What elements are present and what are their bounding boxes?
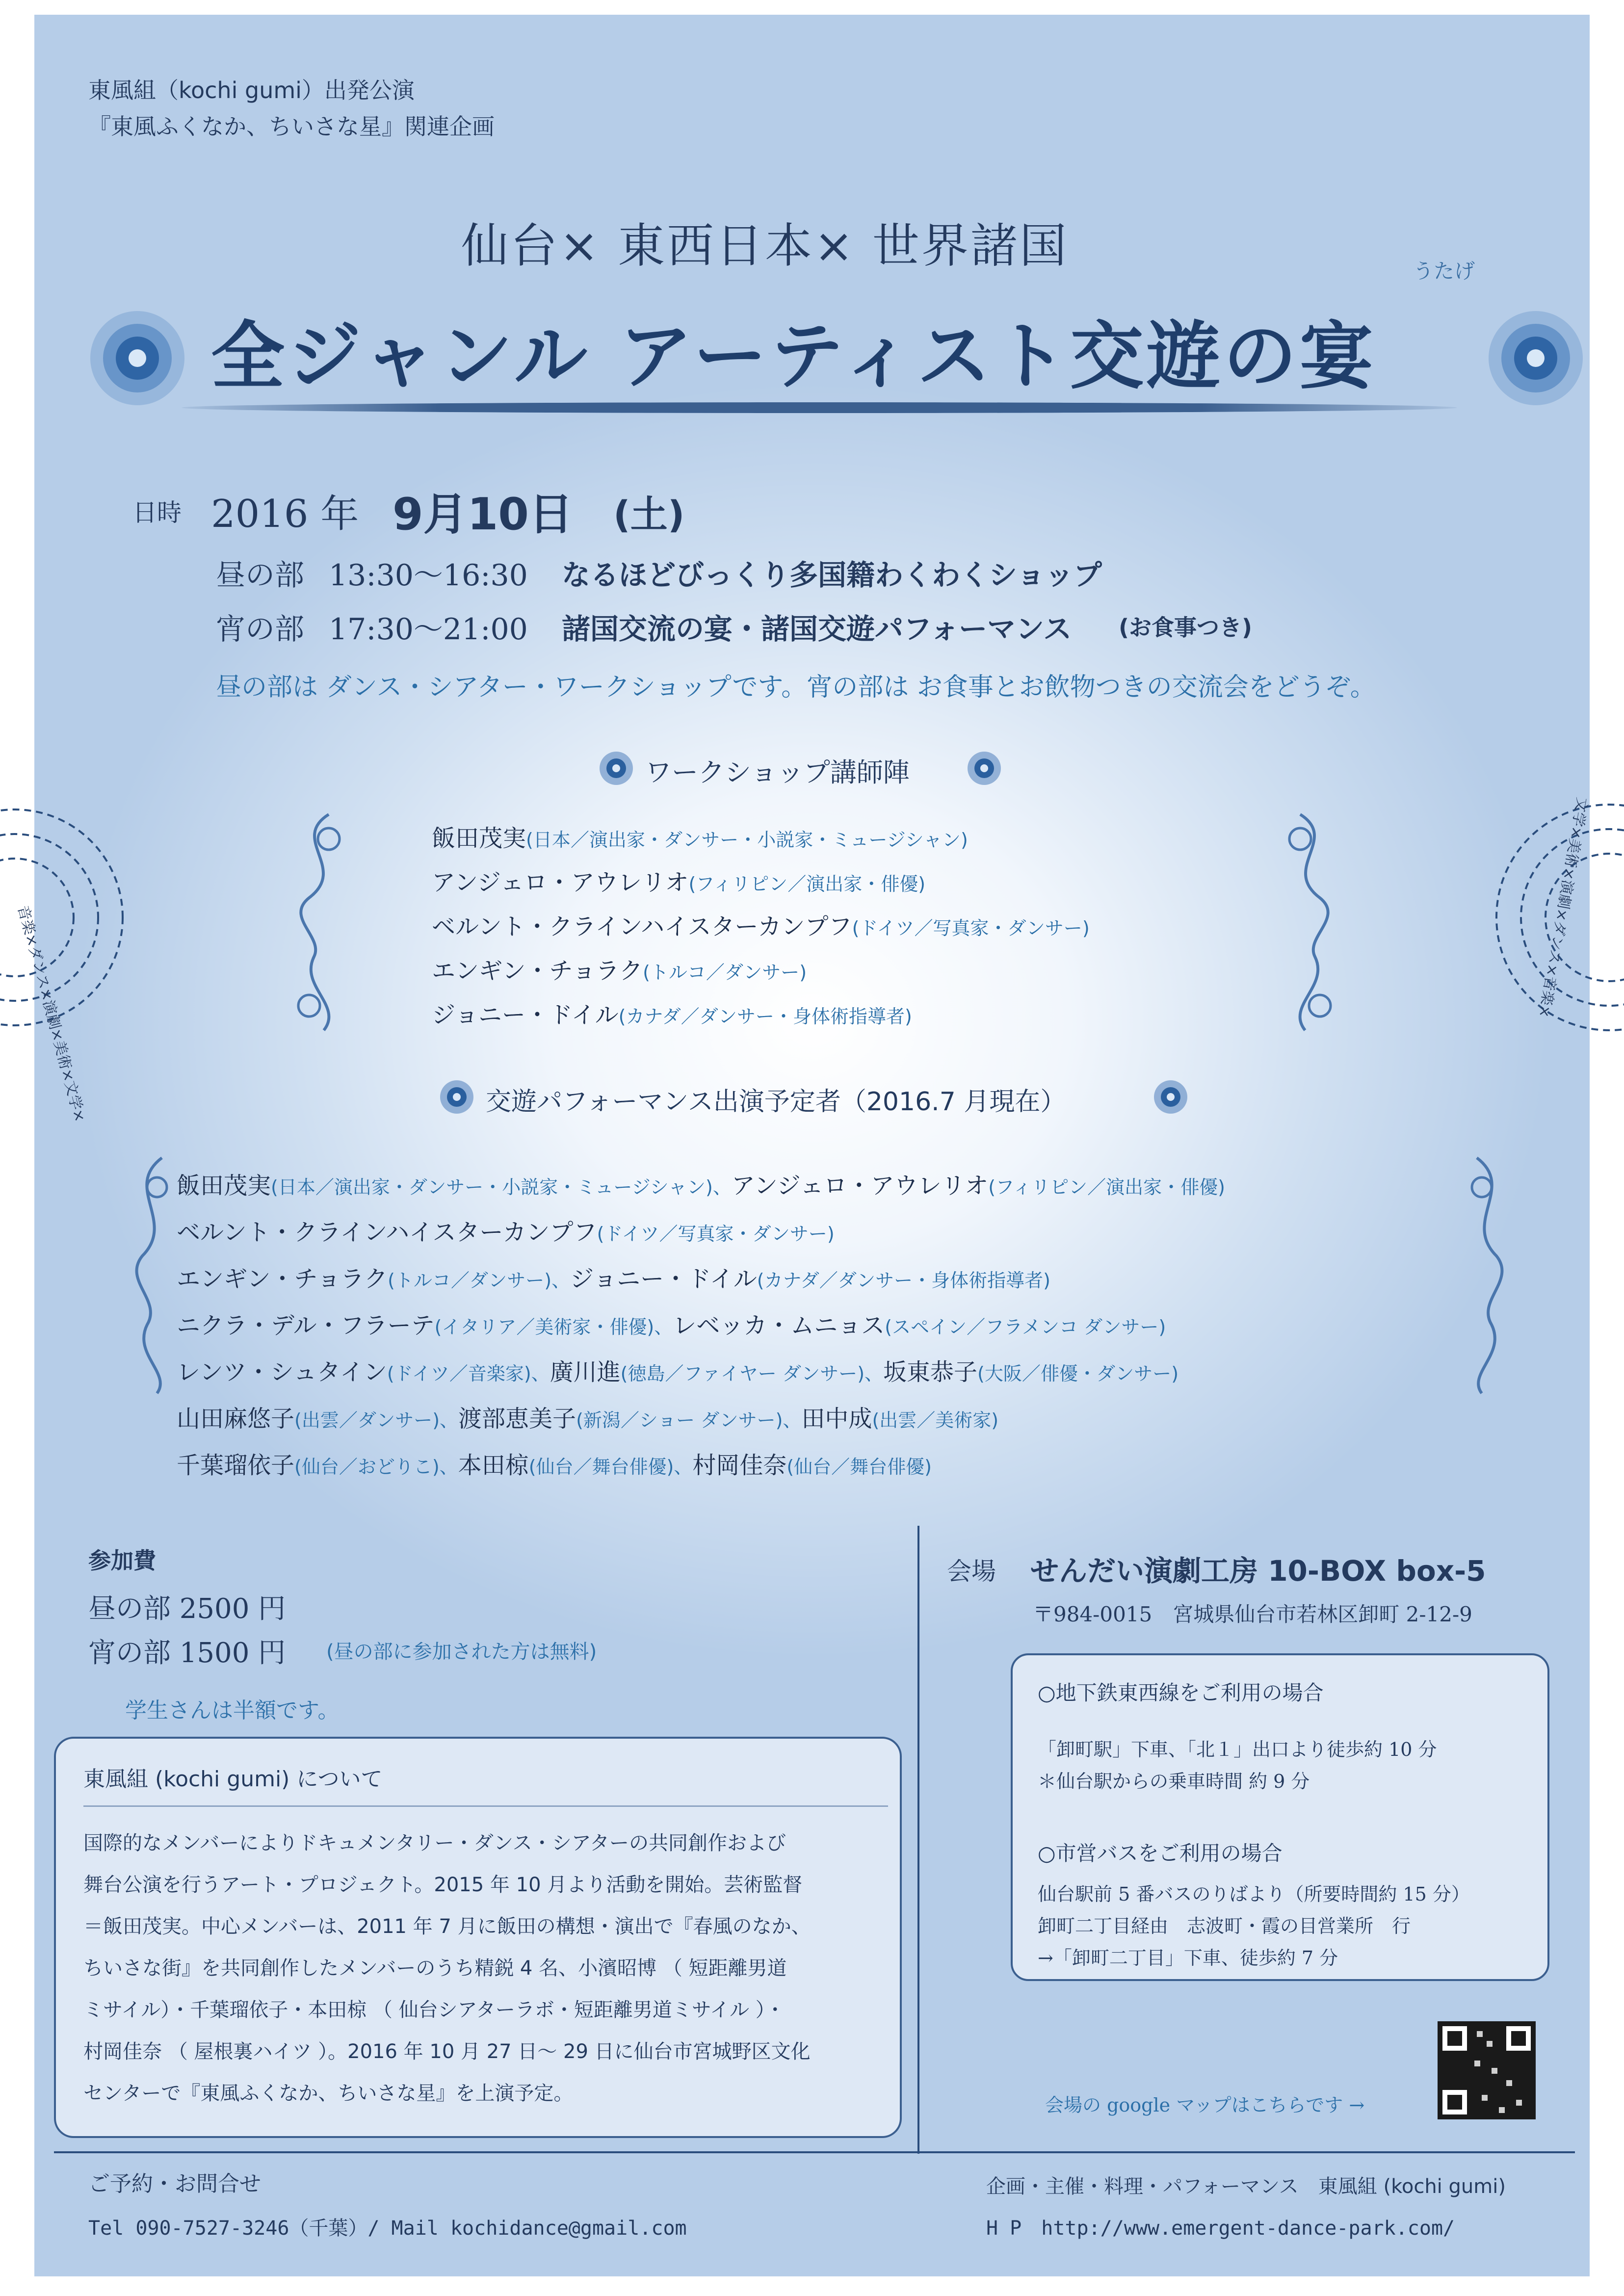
performer-info: (大阪／俳優・ダンサー) xyxy=(977,1363,1179,1384)
schedule-description: 昼の部は ダンス・シアター・ワークショップです。宵の部は お食事とお飲物つきの交流会をどうぞ。 xyxy=(216,673,1376,702)
mandala-left-icon xyxy=(88,309,186,407)
fee-night: 宵の部 1500 円 xyxy=(88,1637,286,1669)
performer-info: (ドイツ／音楽家)、 xyxy=(387,1363,550,1384)
venue-label: 会場 xyxy=(947,1557,996,1586)
night-program: 諸国交流の宴・諸国交遊パフォーマンス xyxy=(562,612,1072,646)
ornament-right-icon xyxy=(1271,809,1349,1035)
performer-info: (出雲／ダンサー)、 xyxy=(294,1409,459,1431)
performer-info: (仙台／舞台俳優) xyxy=(786,1456,932,1478)
bus-line: 仙台駅前 5 番バスのりばより（所要時間約 15 分） xyxy=(1038,1883,1470,1905)
instructor-info: (ドイツ／写真家・ダンサー) xyxy=(852,917,1090,939)
instructor-name: アンジェロ・アウレリオ xyxy=(432,869,689,896)
day-time: 13:30〜16:30 xyxy=(329,558,528,593)
instructor-info: (トルコ／ダンサー) xyxy=(643,962,807,983)
performer-name: 坂東恭子 xyxy=(883,1358,978,1386)
performer-info: (徳島／ファイヤー ダンサー)、 xyxy=(620,1363,884,1384)
performer-info: (日本／演出家・ダンサー・小説家・ミュージシャン)、 xyxy=(271,1176,732,1198)
header-line-1: 東風組（kochi gumi）出発公演 xyxy=(88,77,415,104)
performer-name: ニクラ・デル・フラーテ xyxy=(177,1312,435,1339)
about-line: ＝飯田茂実。中心メンバーは、2011 年 7 月に飯田の構想・演出で『春風のなか、 xyxy=(83,1915,811,1938)
header-line-2: 『東風ふくなか、ちいさな星』関連企画 xyxy=(88,113,495,140)
performer-info: (出雲／美術家) xyxy=(872,1409,999,1431)
subway-title: ○地下鉄東西線をご利用の場合 xyxy=(1038,1681,1324,1705)
about-line: ちいさな街』を共同創作したメンバーのうち精鋭 4 名、小濱昭博 （ 短距離男道 xyxy=(83,1957,787,1980)
venue-address: 〒984-0015 宮城県仙台市若林区卸町 2-12-9 xyxy=(1033,1602,1472,1626)
night-note: (お食事つき) xyxy=(1119,614,1253,641)
venue-name: せんだい演劇工房 10-BOX box-5 xyxy=(1030,1554,1486,1588)
performer-name: ジョニー・ドイル xyxy=(570,1265,757,1293)
flower-icon xyxy=(439,1079,474,1115)
ornament-left-icon xyxy=(118,1153,182,1398)
fee-heading: 参加費 xyxy=(88,1547,156,1574)
fee-night-note: (昼の部に参加された方は無料) xyxy=(326,1641,597,1663)
performer-name: エンギン・チョラク xyxy=(177,1265,388,1293)
subway-line: 「卸町駅」下車、「北１」出口より徒歩約 10 分 xyxy=(1038,1739,1437,1760)
footer-rule xyxy=(54,2151,1575,2153)
performer-info: (仙台／おどりこ)、 xyxy=(294,1456,458,1478)
instructor-name: エンギン・チョラク xyxy=(432,957,643,985)
performers-heading: 交遊パフォーマンス出演予定者（2016.7 月現在） xyxy=(486,1087,1066,1117)
schedule-year: 2016 年 xyxy=(211,492,359,536)
flower-icon xyxy=(1153,1079,1188,1115)
fee-student: 学生さんは半額です。 xyxy=(125,1698,340,1723)
instructor-row xyxy=(432,819,968,853)
bus-line: 卸町二丁目経由 志波町・霞の目営業所 行 xyxy=(1038,1915,1411,1937)
about-title: 東風組 (kochi gumi) について xyxy=(83,1767,383,1792)
spiral-left xyxy=(5,800,162,1124)
flower-icon xyxy=(599,751,634,786)
performer-name: 廣川進 xyxy=(550,1358,621,1386)
performer-info: (新潟／ショー ダンサー)、 xyxy=(576,1409,802,1431)
instructor-row xyxy=(432,863,925,897)
subway-line: ＊仙台駅からの乗車時間 約 9 分 xyxy=(1038,1771,1310,1792)
spiral-left-text: 音楽×ダンス×演劇×美術×文学× xyxy=(14,904,89,1124)
performer-row xyxy=(177,1353,1179,1387)
contact-heading: ご予約・お問合せ xyxy=(88,2171,261,2196)
instructor-name: 飯田茂実 xyxy=(432,825,526,852)
day-label: 昼の部 xyxy=(216,558,304,593)
performer-info: (スペイン／フラメンコ ダンサー) xyxy=(885,1316,1166,1338)
contact-line[interactable]: Tel 090-7527-3246（千葉）/ Mail kochidance@gmail.com xyxy=(88,2217,687,2240)
qr-code-icon[interactable] xyxy=(1438,2021,1536,2119)
performer-name: アンジェロ・アウレリオ xyxy=(731,1172,989,1200)
workshop-heading: ワークショップ講師陣 xyxy=(645,757,910,788)
ornament-left-icon xyxy=(280,809,358,1035)
about-line: ミサイル）・千葉瑠依子・本田椋 （ 仙台シアターラボ・短距離男道ミサイル ）・ xyxy=(83,1999,785,2021)
performer-row xyxy=(177,1306,1166,1340)
day-program: なるほどびっくり多国籍わくわくショップ xyxy=(562,558,1102,592)
performer-name: レベッカ・ムニョス xyxy=(673,1312,885,1339)
page-title: 全ジャンル アーティスト交遊の宴 xyxy=(211,314,1376,399)
performer-row xyxy=(177,1260,1050,1294)
performer-name: 山田麻悠子 xyxy=(177,1405,295,1433)
instructor-info: (フィリピン／演出家・俳優) xyxy=(688,873,926,895)
instructor-row xyxy=(432,952,807,986)
map-note: 会場の google マップはこちらです → xyxy=(1045,2094,1365,2116)
bus-line: →「卸町二丁目」下車、徒歩約 7 分 xyxy=(1038,1947,1338,1969)
about-rule xyxy=(83,1805,888,1807)
performer-row xyxy=(177,1213,835,1247)
instructor-row xyxy=(432,908,1090,941)
performer-name: レンツ・シュタイン xyxy=(177,1358,387,1386)
spiral-right xyxy=(1472,790,1619,1045)
flower-icon xyxy=(967,751,1002,786)
organizer-line: 企画・主催・料理・パフォーマンス 東風組 (kochi gumi) xyxy=(986,2175,1506,2198)
about-line: 村岡佳奈 （ 屋根裏ハイツ ）。2016 年 10 月 27 日〜 29 日に仙台市宮城野区文化 xyxy=(83,2040,811,2063)
about-line: センターで『東風ふくなか、ちいさな星』を上演予定。 xyxy=(83,2082,574,2105)
performer-name: 飯田茂実 xyxy=(177,1172,271,1200)
about-line: 国際的なメンバーによりドキュメンタリー・ダンス・シアターの共同創作および xyxy=(83,1832,786,1854)
performer-info: (イタリア／美術家・俳優)、 xyxy=(434,1316,673,1338)
performer-name: 田中成 xyxy=(801,1405,872,1433)
performer-info: (カナダ／ダンサー・身体術指導者) xyxy=(757,1270,1050,1291)
mandala-right-icon xyxy=(1487,309,1585,407)
poster xyxy=(14,15,1591,2276)
night-time: 17:30〜21:00 xyxy=(329,612,528,647)
performer-info: (仙台／舞台俳優)、 xyxy=(528,1456,693,1478)
title-subheading: 仙台× 東西日本× 世界諸国 xyxy=(461,218,1069,273)
ornament-right-icon xyxy=(1457,1153,1521,1398)
performer-name: ベルント・クラインハイスターカンプフ xyxy=(177,1219,597,1246)
title-underline xyxy=(182,402,1457,413)
bus-title: ○市営バスをご利用の場合 xyxy=(1038,1841,1283,1865)
about-line: 舞台公演を行うアート・プロジェクト。2015 年 10 月より活動を開始。芸術監督 xyxy=(83,1874,803,1896)
instructor-info: (日本／演出家・ダンサー・小説家・ミュージシャン) xyxy=(526,829,968,851)
fee-day: 昼の部 2500 円 xyxy=(88,1593,286,1625)
spiral-right-text: 文学×美術×演劇×ダンス×音楽× xyxy=(1535,796,1591,1019)
schedule-date: 9月10日 xyxy=(393,489,573,540)
performer-name: 村岡佳奈 xyxy=(692,1452,787,1479)
instructor-name: ジョニー・ドイル xyxy=(432,1001,619,1029)
title-ruby: うたげ xyxy=(1413,259,1475,283)
column-divider xyxy=(917,1526,919,2154)
performer-row xyxy=(177,1446,932,1480)
night-label: 宵の部 xyxy=(216,612,304,647)
instructor-row xyxy=(432,996,912,1030)
homepage-link[interactable]: H P http://www.emergent-dance-park.com/ xyxy=(986,2217,1455,2240)
performer-info: (トルコ／ダンサー)、 xyxy=(388,1270,571,1291)
performer-row xyxy=(177,1167,1225,1200)
performer-name: 渡部恵美子 xyxy=(458,1405,576,1433)
instructor-info: (カナダ／ダンサー・身体術指導者) xyxy=(618,1006,912,1027)
performer-name: 本田椋 xyxy=(458,1452,529,1479)
instructor-name: ベルント・クラインハイスターカンプフ xyxy=(432,913,852,940)
schedule-weekday: (土) xyxy=(613,493,685,536)
performer-info: (ドイツ／写真家・ダンサー) xyxy=(597,1223,835,1245)
performer-row xyxy=(177,1400,998,1434)
schedule-label: 日時 xyxy=(132,498,182,527)
performer-info: (フィリピン／演出家・俳優) xyxy=(988,1176,1225,1198)
performer-name: 千葉瑠依子 xyxy=(177,1452,295,1479)
